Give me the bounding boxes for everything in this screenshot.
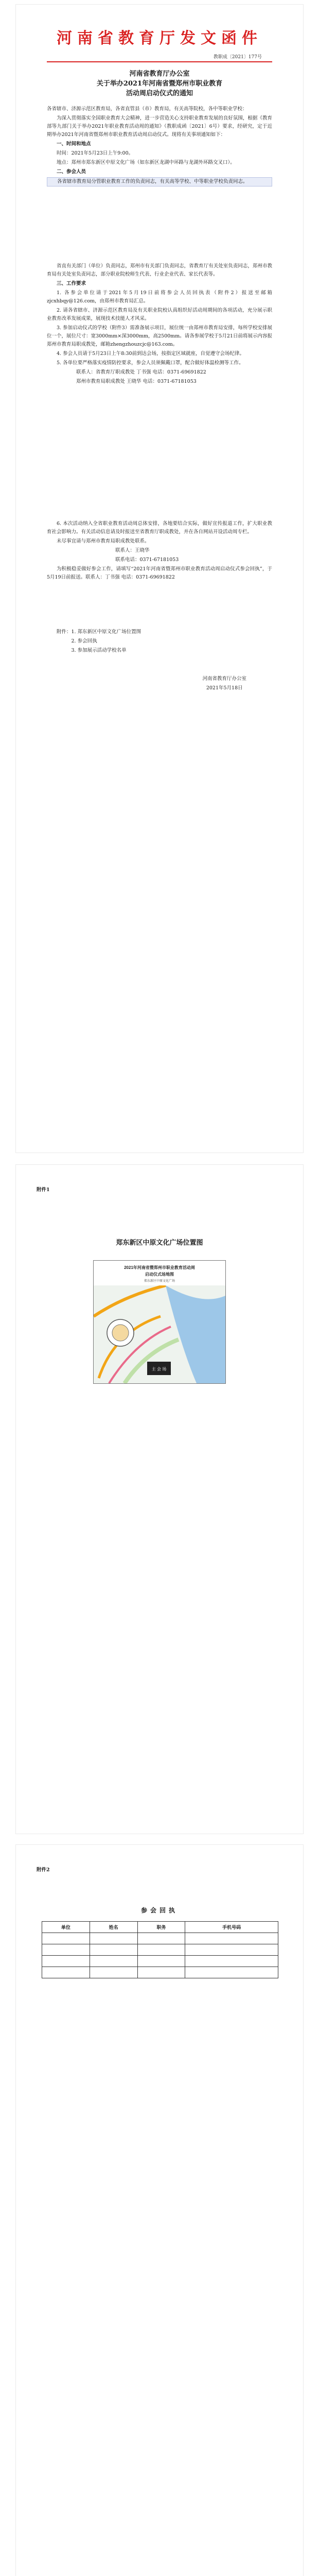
paragraph: 4. 参会人员请于5月23日上午8:30前到达会场，按指定区域就座，自觉遵守会场纪律。 [57,351,245,357]
map-drawing [94,1285,225,1383]
highlighted-line: 各省辖市教育局分管职业教育工作的负责同志，有关高等学校、中等职业学校负责同志。 [47,177,272,187]
map-title-1: 2021年河南省暨郑州市职业教育活动周 [124,1265,195,1270]
table-cell[interactable] [42,1933,90,1944]
paragraph: 为深入贯彻落实全国职业教育大会精神，进一步营造关心支持职业教育发展的良好氛围，根据《教育部等九部门关于举办2021年职业教育活动周的通知》（教职成函〔2021〕6号）要求，经研究，定于近期举办2021年河南省暨郑州市职业教育活动周启动仪式。现将有关事项通知如下： [47,115,272,138]
section-heading: 一、时间和地点 [57,141,91,147]
contact-line: 郑州市教育局职成教处 王晓华 电话：0371-67181053 [76,379,197,384]
addressee: 各省辖市、济源示范区教育局，各省直管县（市）教育局，有关高等院校，各中等职业学校： [47,106,247,112]
map-header [94,1261,225,1285]
table-cell[interactable] [137,1933,185,1944]
column-header: 姓名 [90,1922,137,1933]
title-line-3: 活动周启动仪式的通知 [126,90,193,97]
section-heading: 二、参会人员 [57,169,86,175]
venue-map [93,1260,226,1384]
paragraph: 未尽事宜请与郑州市教育局职成教处联系。 [57,538,150,544]
paragraph: 省直有关部门（单位）负责同志，郑州市有关部门负责同志，省教育厅有关处室负责同志，郑州市教育局有关处室负责同志，部分职业院校师生代表、行业企业代表、家长代表等。 [47,263,272,277]
red-rule-top [47,61,272,62]
table-header-row [42,1922,278,1933]
section-heading: 三、工作要求 [57,281,86,286]
contact-line: 联系电话：0371-67181053 [115,557,179,563]
column-header: 职务 [137,1922,185,1933]
paragraph: 3. 参加启动仪式的学校（附件3）需准备展示项目，展位统一由郑州市教育局安排，每所学校安排展位一个，展位尺寸：宽3000mm×深3000mm，高2500mm。请各参展学校于5月21日前将展示内容报郑州市教育局职成教处，邮箱zhengzhouzcjc@163.com。 [47,325,272,347]
title-line-2: 关于举办2021年河南省暨郑州市职业教育 [96,80,223,88]
notice-body [47,105,272,188]
table-row[interactable] [42,1944,278,1956]
attachments-list [47,628,272,656]
table-cell[interactable] [185,1944,278,1956]
rsvp-table [42,1921,278,1978]
table-cell[interactable] [42,1956,90,1967]
paragraph: 时间：2021年5月23日上午9:00。 [57,150,134,156]
issue-date: 2021年5月18日 [206,685,243,691]
paragraph: 6. 本次活动纳入全省职业教育活动周总体安排，各地要结合实际，做好宣传报道工作，扩大职业教育社会影响力。有关活动信息请及时报送至省教育厅职成教处，并在各自网站开设活动周专栏。 [47,521,272,535]
page-3-rsvp [15,1844,304,2576]
contact-line: 联系人：省教育厅职成教处 丁书强 电话：0371-69691822 [76,369,206,375]
paragraph: 为积极稳妥做好参会工作，请填写“2021年河南省暨郑州市职业教育活动周启动仪式参会回执”，于5月19日前报送。联系人：丁书强 电话：0371-69691822 [47,566,272,580]
document-number: 教职成〔2021〕177号 [213,55,262,60]
table-cell[interactable] [90,1967,137,1978]
rsvp-title: 参会回执 [140,1907,178,1914]
table-cell[interactable] [137,1956,185,1967]
table-row[interactable] [42,1933,278,1944]
table-cell[interactable] [90,1956,137,1967]
column-header: 单位 [42,1922,90,1933]
table-cell[interactable] [185,1956,278,1967]
venue-marker-label: 主 会 场 [151,1367,167,1371]
paragraph: 1. 各参会单位请于2021年5月19日前将参会人员回执表（附件2）报送至邮箱zjcxhbqy@126.com，由郑州市教育局汇总。 [47,290,272,304]
page-1-notice [15,4,304,1153]
notice-body-3 [47,520,272,583]
plaza-inner [112,1325,129,1341]
paragraph: 5. 各单位要严格落实疫情防控要求，参会人员须佩戴口罩，配合做好体温检测等工作。 [57,360,244,366]
table-cell[interactable] [90,1944,137,1956]
page-2-map [15,1164,304,1834]
map-title-2: 启动仪式场地图 [145,1272,174,1277]
table-row[interactable] [42,1956,278,1967]
notice-title [47,69,272,98]
title-line-1: 河南省教育厅办公室 [129,70,190,78]
table-cell[interactable] [137,1944,185,1956]
column-header: 手机号码 [185,1922,278,1933]
attachment-item: 3. 参加展示活动学校名单 [71,648,127,653]
signer: 河南省教育厅办公室 [202,676,246,682]
paragraph: 地点：郑州市郑东新区中原文化广场（如东新区龙湖中环路与龙湖外环路交叉口）。 [57,160,235,165]
table-cell[interactable] [185,1933,278,1944]
signoff [202,674,246,693]
attachment-label: 附件2 [37,1867,50,1873]
notice-body-2 [47,262,272,387]
map-page-title: 郑东新区中原文化广场位置图 [116,1239,203,1247]
attachment-label: 附件1 [37,1187,50,1193]
masthead: 河南省教育厅发文函件 [57,29,262,47]
table-cell[interactable] [90,1933,137,1944]
table-cell[interactable] [42,1967,90,1978]
table-row[interactable] [42,1967,278,1978]
table-cell[interactable] [137,1967,185,1978]
contact-line: 联系人：王晓华 [115,548,150,553]
attachment-item: 2. 参会回执 [71,638,97,644]
map-illustration [94,1285,225,1383]
table-cell[interactable] [185,1967,278,1978]
table-cell[interactable] [42,1944,90,1956]
attachment-item: 附件：1. 郑东新区中原文化广场位置图 [57,629,141,635]
paragraph: 2. 请各省辖市、济源示范区教育局及有关职业院校认真组织好活动周期间的各项活动，充分展示职业教育改革发展成果，展现技术技能人才风采。 [47,308,272,321]
map-title-3: 郑东新区中原文化广场 [144,1280,175,1283]
